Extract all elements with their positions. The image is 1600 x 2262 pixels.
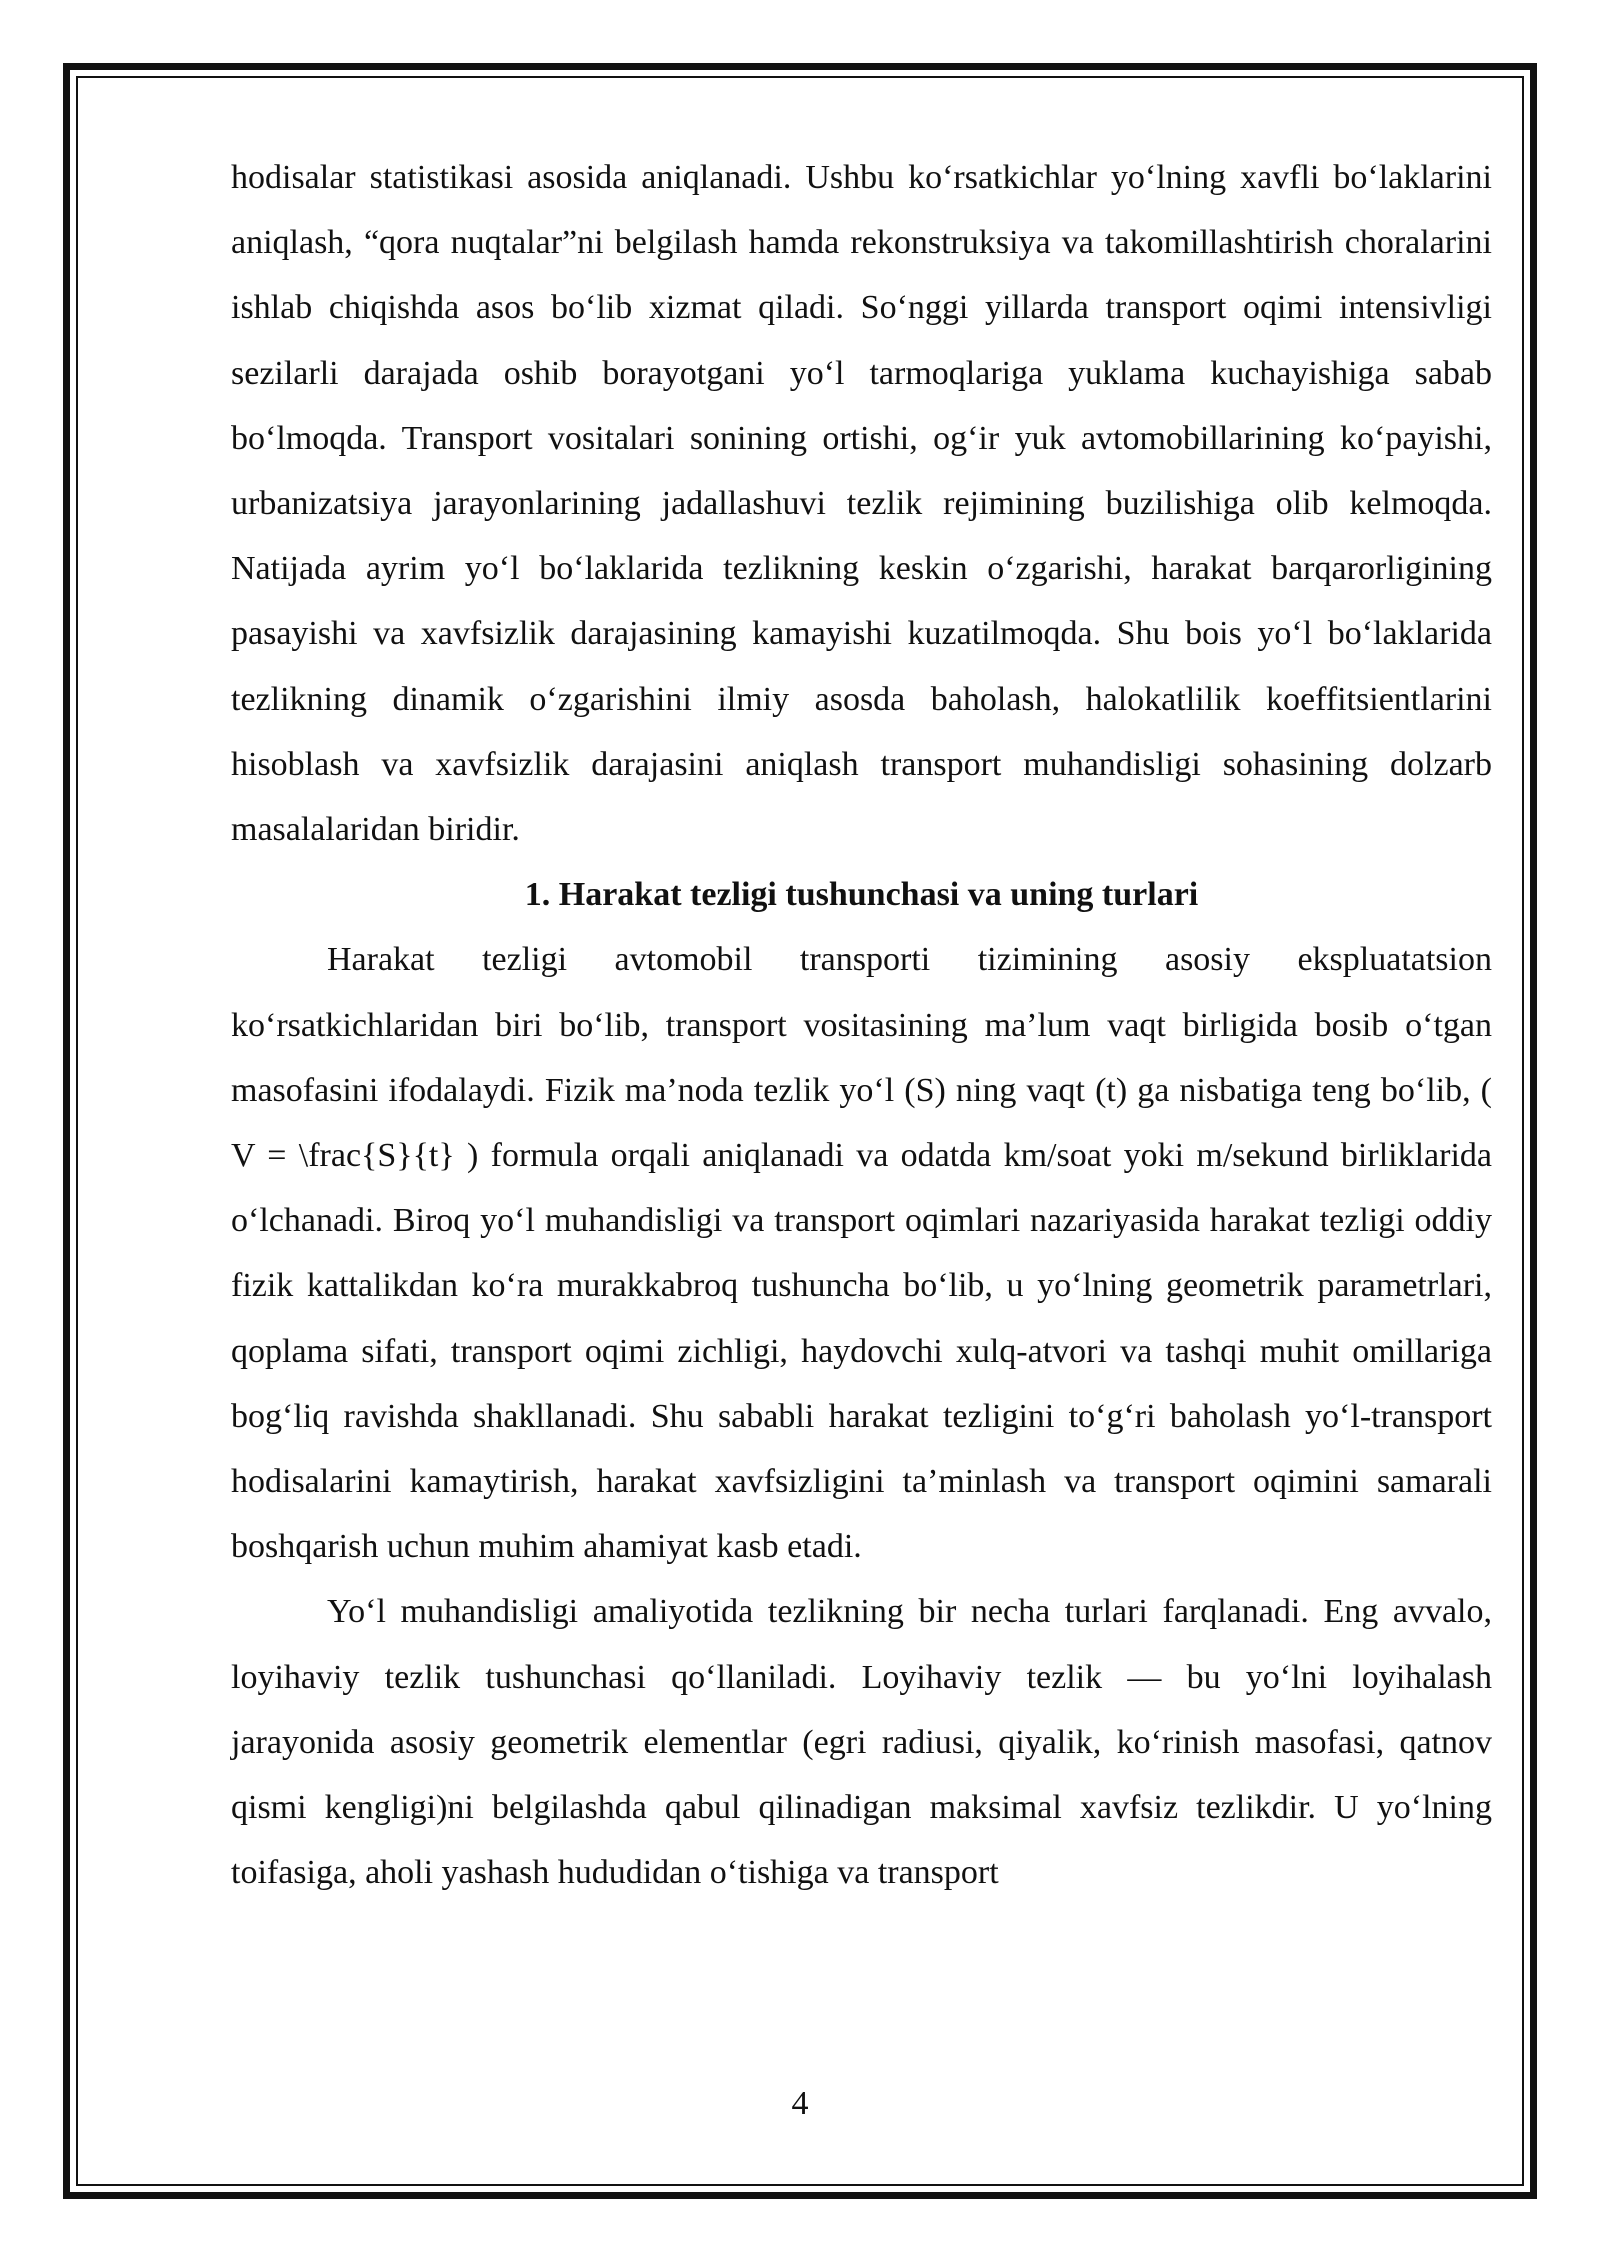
paragraph-speed-definition: Harakat tezligi avtomobil transporti tizimining asosiy ekspluatatsion ko‘rsatkichlaridan biri bo‘lib, transport vositasining ma’lum vaqt birligida bosib o‘tgan masofasini ifodalaydi. Fizik ma’noda tezlik yo‘l (S) ning vaqt (t) ga nisbatiga teng bo‘lib, ( V = \frac{S}{t} ) formula orqali aniqlanadi va odatda km/soat yoki m/sekund birliklarida o‘lchanadi. Biroq yo‘l muhandisligi va transport oqimlari nazariyasida harakat tezligi oddiy fizik kattalikdan ko‘ra murakkabroq tushuncha bo‘lib, u yo‘lning geometrik parametrlari, qoplama sifati, transport oqimi zichligi, haydovchi xulq-atvori va tashqi muhit omillariga bog‘liq ravishda shakllanadi. Shu sababli harakat tezligini to‘g‘ri baholash yo‘l-transport hodisalarini kamaytirish, harakat xavfsizligini ta’minlash va transport oqimini samarali boshqarish uchun muhim ahamiyat kasb etadi.: [231, 941, 1492, 1566]
paragraph-continuation: hodisalar statistikasi asosida aniqlanadi. Ushbu ko‘rsatkichlar yo‘lning xavfli bo‘laklarini aniqlash, “qora nuqtalar”ni belgilash hamda rekonstruksiya va takomillashtirish choralarini ishlab chiqishda asos bo‘lib xizmat qiladi. So‘nggi yillarda transport oqimi intensivligi sezilarli darajada oshib borayotgani yo‘l tarmoqlariga yuklama kuchayishiga sabab bo‘lmoqda. Transport vositalari sonining ortishi, og‘ir yuk avtomobillarining ko‘payishi, urbanizatsiya jarayonlarining jadallashuvi tezlik rejimining buzilishiga olib kelmoqda. Natijada ayrim yo‘l bo‘laklarida tezlikning keskin o‘zgarishi, harakat barqarorligining pasayishi va xavfsizlik darajasining kamayishi kuzatilmoqda. Shu bois yo‘l bo‘laklarida tezlikning dinamik o‘zgarishini ilmiy asosda baholash, halokatlilik koeffitsientlarini hisoblash va xavfsizlik darajasini aniqlash transport muhandisligi sohasining dolzarb masalalaridan biridir.: [231, 159, 1492, 849]
document-body: [231, 145, 1492, 1905]
paragraph-speed-types: Yo‘l muhandisligi amaliyotida tezlikning bir necha turlari farqlanadi. Eng avvalo, loyihaviy tezlik tushunchasi qo‘llaniladi. Loyihaviy tezlik — bu yo‘lni loyihalash jarayonida asosiy geometrik elementlar (egri radiusi, qiyalik, ko‘rinish masofasi, qatnov qismi kengligi)ni belgilashda qabul qilinadigan maksimal xavfsiz tezlikdir. U yo‘lning toifasiga, aholi yashash hududidan o‘tishiga va transport: [231, 1593, 1492, 1892]
page-number: 4: [791, 2085, 809, 2122]
section-heading: 1. Harakat tezligi tushunchasi va uning turlari: [524, 876, 1199, 914]
